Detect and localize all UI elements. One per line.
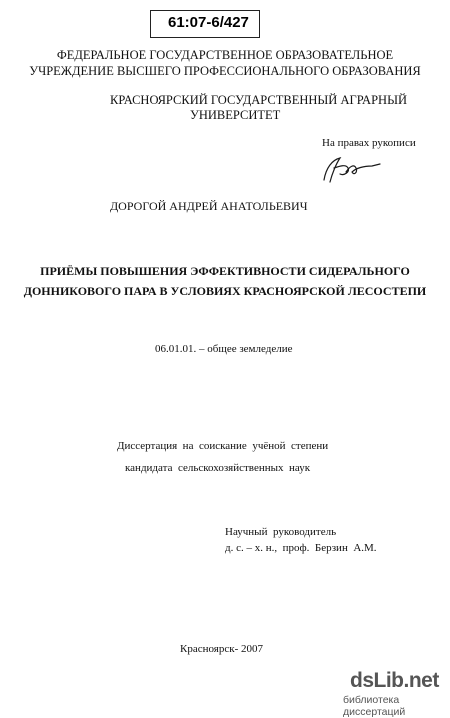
header-line-2: УЧРЕЖДЕНИЕ ВЫСШЕГО ПРОФЕССИОНАЛЬНОГО ОБРАЗОВАНИЯ — [29, 64, 421, 78]
dslib-watermark-logo: dsLib.net — [350, 669, 439, 692]
degree-line-2: кандидата сельскохозяйственных наук — [125, 462, 311, 474]
archive-stamp-code: 61:07-6/427 — [168, 14, 249, 31]
header-line-1: ФЕДЕРАЛЬНОЕ ГОСУДАРСТВЕННОЕ ОБРАЗОВАТЕЛЬНОЕ — [56, 48, 394, 62]
thesis-title-line-2: ДОННИКОВОГО ПАРА В УСЛОВИЯХ КРАСНОЯРСКОЙ ЛЕСОСТЕПИ — [23, 284, 427, 298]
dslib-watermark-subtitle: библиотека диссертаций — [343, 694, 406, 718]
author-name: ДОРОГОЙ АНДРЕЙ АНАТОЛЬЕВИЧ — [110, 199, 308, 213]
thesis-title-line-1: ПРИЁМЫ ПОВЫШЕНИЯ ЭФФЕКТИВНОСТИ СИДЕРАЛЬНОГО — [40, 264, 410, 278]
university-line-2: УНИВЕРСИТЕТ — [190, 108, 281, 122]
manuscript-rights-note: На правах рукописи — [322, 137, 416, 149]
supervisor-name: д. с. – х. н., проф. Берзин А.М. — [225, 542, 377, 554]
supervisor-label: Научный руководитель — [225, 526, 337, 538]
footer-city-year: Красноярск- 2007 — [180, 643, 263, 655]
university-line-1: КРАСНОЯРСКИЙ ГОСУДАРСТВЕННЫЙ АГРАРНЫЙ — [110, 93, 407, 107]
signature-icon — [310, 150, 390, 190]
degree-line-1: Диссертация на соискание учёной степени — [117, 440, 329, 452]
specialty-code: 06.01.01. – общее земледелие — [155, 343, 293, 355]
